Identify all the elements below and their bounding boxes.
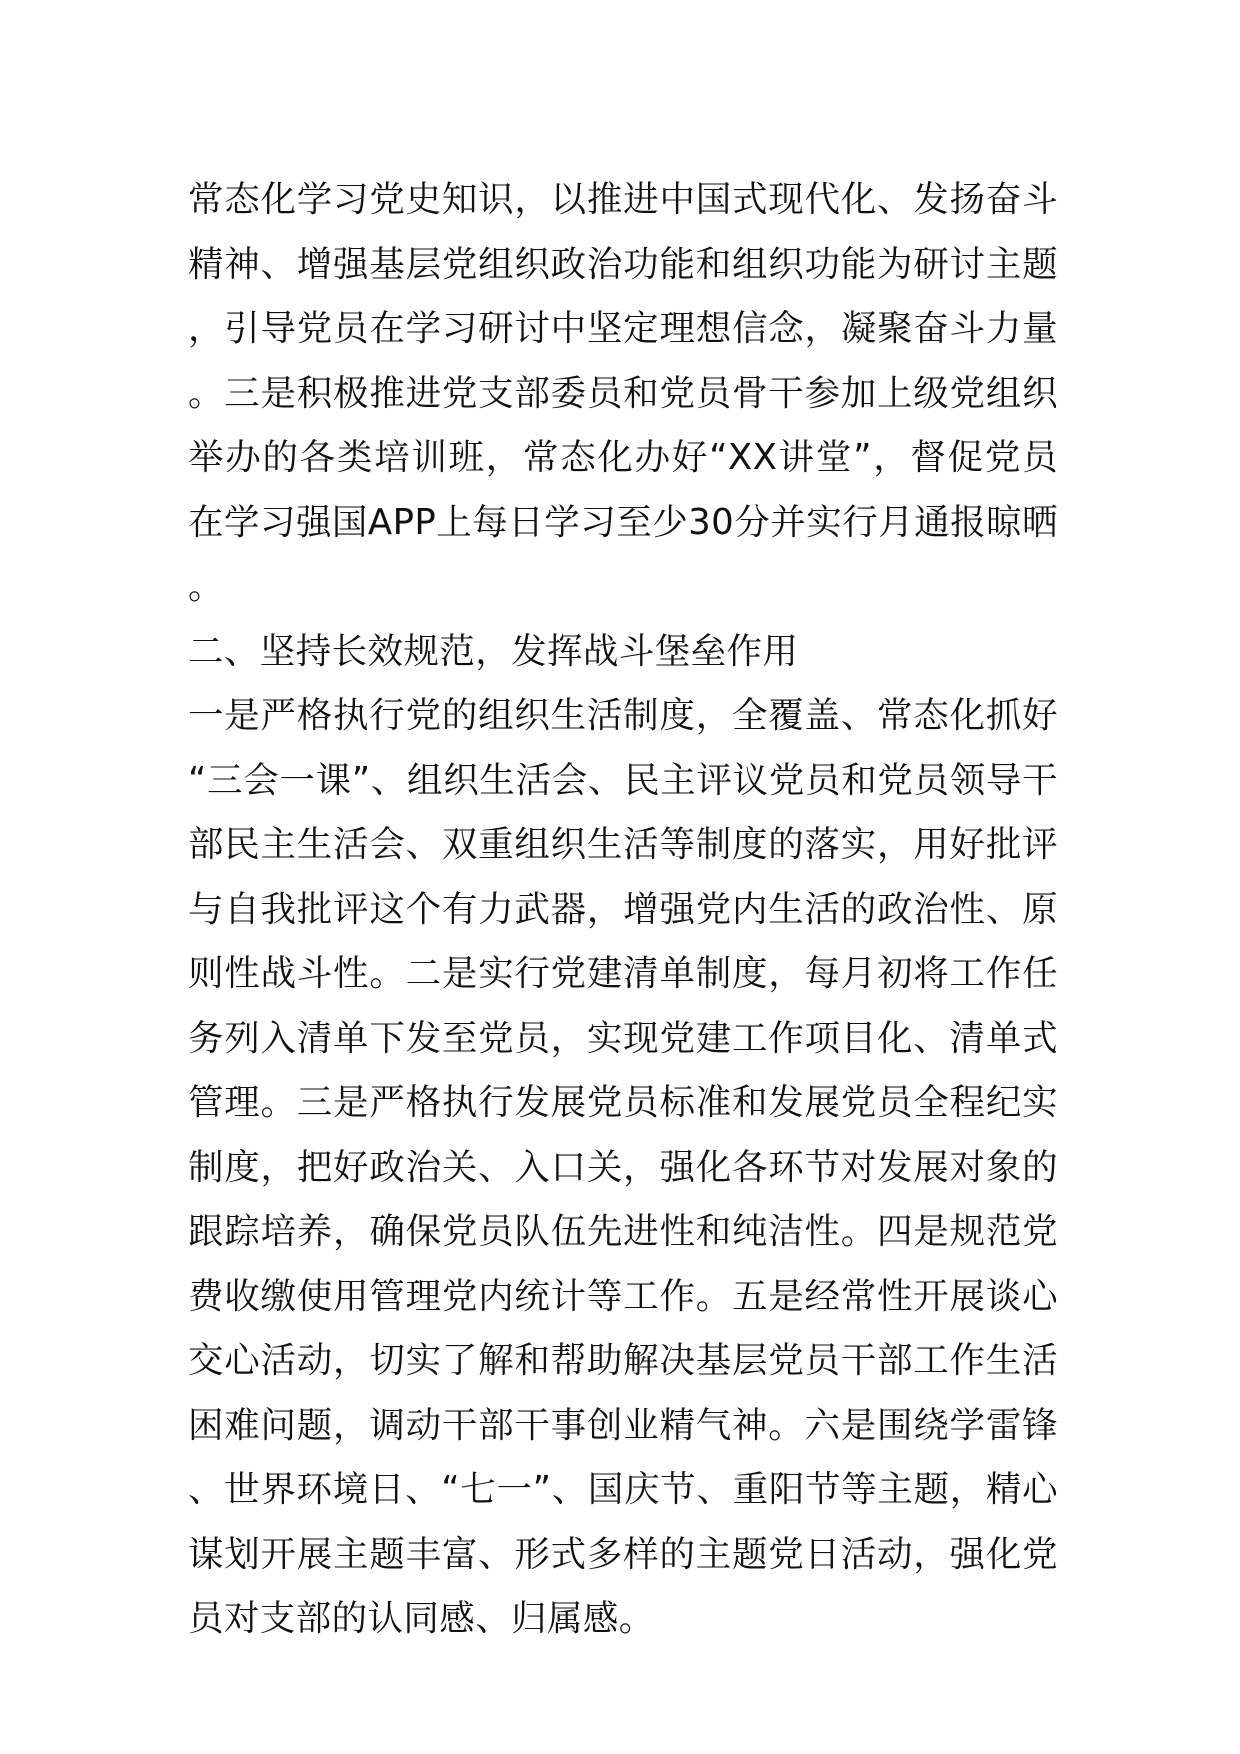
document-body: [188, 168, 1058, 1652]
section-heading: 二、坚持长效规范，发挥战斗堡垒作用: [188, 630, 799, 672]
paragraph-study-training: 常态化学习党史知识，以推进中国式现代化、发扬奋斗精神、增强基层党组织政治功能和组织功能为研讨主题，引导党员在学习研讨中坚定理想信念，凝聚奋斗力量。三是积极推进党支部委员和党员骨干参加上级党组织举办的各类培训班，常态化办好“XX讲堂”，督促党员在学习强国APP上每日学习至少30分并实行月通报晾晒。: [188, 179, 1058, 607]
paragraph-organization-life: 一是严格执行党的组织生活制度，全覆盖、常态化抓好“三会一课”、组织生活会、民主评议党员和党员领导干部民主生活会、双重组织生活等制度的落实，用好批评与自我批评这个有力武器，增强党内生活的政治性、原则性战斗性。二是实行党建清单制度，每月初将工作任务列入清单下发至党员，实现党建工作项目化、清单式管理。三是严格执行发展党员标准和发展党员全程纪实制度，把好政治关、入口关，强化各环节对发展对象的跟踪培养，确保党员队伍先进性和纯洁性。四是规范党费收缴使用管理党内统计等工作。五是经常性开展谈心交心活动，切实了解和帮助解决基层党员干部工作生活困难问题，调动干部干事创业精气神。六是围绕学雷锋、世界环境日、“七一”、国庆节、重阳节等主题，精心谋划开展主题丰富、形式多样的主题党日活动，强化党员对支部的认同感、归属感。: [188, 695, 1058, 1639]
